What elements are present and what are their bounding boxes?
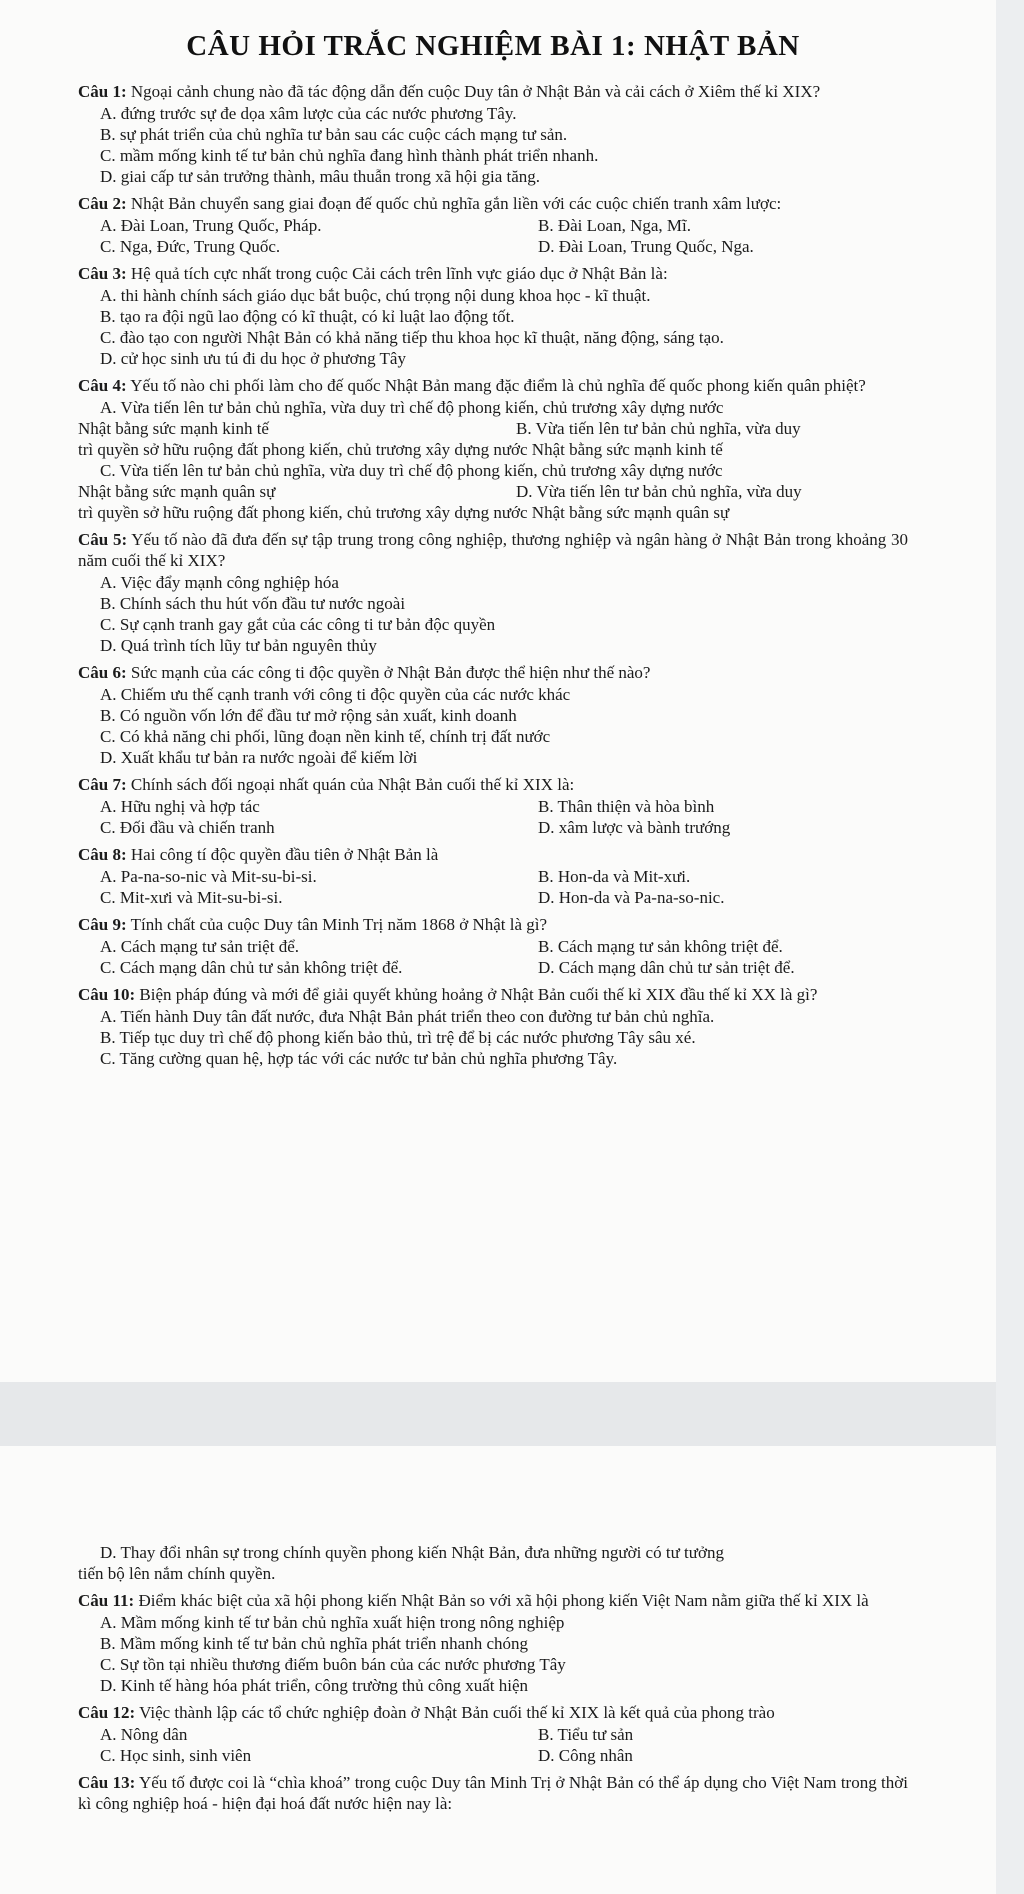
question-text: Sức mạnh của các công ti độc quyền ở Nhật Bản được thể hiện như thế nào? bbox=[130, 663, 651, 682]
question-5 bbox=[78, 529, 908, 656]
option-d: D. Vừa tiến lên tư bản chủ nghĩa, vừa duy bbox=[516, 482, 802, 501]
option-d-continuation: tiến bộ lên nắm chính quyền. bbox=[78, 1564, 276, 1583]
question-11 bbox=[78, 1590, 908, 1696]
option-b: B. Đài Loan, Nga, Mĩ. bbox=[538, 216, 691, 235]
option-c: C. Cách mạng dân chủ tư sản không triệt để. bbox=[100, 958, 403, 977]
page-title: CÂU HỎI TRẮC NGHIỆM BÀI 1: NHẬT BẢN bbox=[186, 30, 800, 62]
option-b: B. Thân thiện và hòa bình bbox=[538, 797, 715, 816]
question-number: Câu 8: bbox=[78, 845, 127, 864]
question-7 bbox=[78, 774, 908, 838]
option-d: D. giai cấp tư sản trưởng thành, mâu thuẫn trong xã hội gia tăng. bbox=[100, 167, 541, 186]
option-a: A. Pa-na-so-nic và Mit-su-bi-si. bbox=[100, 867, 317, 886]
option-a: A. Vừa tiến lên tư bản chủ nghĩa, vừa duy trì chế độ phong kiến, chủ trương xây dựng nước bbox=[100, 398, 724, 417]
option-d: D. Quá trình tích lũy tư bản nguyên thủy bbox=[100, 636, 377, 655]
option-b: B. Cách mạng tư sản không triệt để. bbox=[538, 937, 783, 956]
question-text: Tính chất của cuộc Duy tân Minh Trị năm 1868 ở Nhật là gì? bbox=[130, 915, 548, 934]
question-8 bbox=[78, 844, 908, 908]
question-text: Yếu tố được coi là “chìa khoá” trong cuộc Duy tân Minh Trị ở Nhật Bản có thể áp dụng cho Việt Nam trong thời kì công nghiệp hoá - hiện đại hoá đất nước hiện nay là: bbox=[78, 1773, 908, 1813]
option-c: C. Tăng cường quan hệ, hợp tác với các nước tư bản chủ nghĩa phương Tây. bbox=[100, 1049, 618, 1068]
question-text: Việc thành lập các tổ chức nghiệp đoàn ở Nhật Bản cuối thế kỉ XIX là kết quả của phong trào bbox=[139, 1703, 775, 1722]
option-c: C. Sự cạnh tranh gay gắt của các công ti tư bản độc quyền bbox=[100, 615, 496, 634]
question-number: Câu 13: bbox=[78, 1773, 136, 1792]
question-12 bbox=[78, 1702, 908, 1766]
option-b: B. Có nguồn vốn lớn để đầu tư mở rộng sản xuất, kinh doanh bbox=[100, 706, 517, 725]
question-number: Câu 1: bbox=[78, 82, 127, 101]
question-text: Nhật Bản chuyển sang giai đoạn đế quốc chủ nghĩa gắn liền với các cuộc chiến tranh xâm lược: bbox=[130, 194, 782, 213]
question-text: Ngoại cảnh chung nào đã tác động dẫn đến cuộc Duy tân ở Nhật Bản và cải cách ở Xiêm thế kỉ XIX? bbox=[130, 82, 821, 101]
option-c: C. Mit-xưi và Mit-su-bi-si. bbox=[100, 888, 283, 907]
option-a: A. Hữu nghị và hợp tác bbox=[100, 797, 260, 816]
question-number: Câu 6: bbox=[78, 663, 127, 682]
question-1 bbox=[78, 81, 908, 187]
question-text: Hai công tí độc quyền đầu tiên ở Nhật Bản là bbox=[130, 845, 439, 864]
option-a: A. Chiếm ưu thế cạnh tranh với công ti độc quyền của các nước khác bbox=[100, 685, 571, 704]
option-c: C. Sự tồn tại nhiều thương điếm buôn bán của các nước phương Tây bbox=[100, 1655, 566, 1674]
document-page-2 bbox=[0, 1446, 996, 1894]
question-4 bbox=[78, 375, 908, 523]
option-d-continuation: trì quyền sở hữu ruộng đất phong kiến, chủ trương xây dựng nước Nhật bằng sức mạnh quân sự bbox=[78, 503, 730, 522]
option-b: B. sự phát triển của chủ nghĩa tư bản sau các cuộc cách mạng tư sản. bbox=[100, 125, 568, 144]
question-number: Câu 12: bbox=[78, 1703, 136, 1722]
question-number: Câu 2: bbox=[78, 194, 127, 213]
option-d: D. Thay đổi nhân sự trong chính quyền phong kiến Nhật Bản, đưa những người có tư tưởng bbox=[100, 1543, 724, 1562]
option-d: D. Xuất khẩu tư bản ra nước ngoài để kiếm lời bbox=[100, 748, 418, 767]
question-text: Chính sách đối ngoại nhất quán của Nhật Bản cuối thế kỉ XIX là: bbox=[130, 775, 575, 794]
option-c: C. Vừa tiến lên tư bản chủ nghĩa, vừa duy trì chế độ phong kiến, chủ trương xây dựng nước bbox=[100, 461, 723, 480]
question-number: Câu 11: bbox=[78, 1591, 135, 1610]
option-b-continuation: trì quyền sở hữu ruộng đất phong kiến, chủ trương xây dựng nước Nhật bằng sức mạnh kinh tế bbox=[78, 440, 723, 459]
question-number: Câu 3: bbox=[78, 264, 127, 283]
question-text: Yếu tố nào đã đưa đến sự tập trung trong công nghiệp, thương nghiệp và ngân hàng ở Nhật Bản trong khoảng 30 năm cuối thế kỉ XIX? bbox=[78, 530, 908, 570]
option-d: D. Hon-da và Pa-na-so-nic. bbox=[538, 888, 725, 907]
question-text: Điểm khác biệt của xã hội phong kiến Nhật Bản so với xã hội phong kiến Việt Nam nằm giữa thế kỉ XIX là bbox=[138, 1591, 869, 1610]
option-d: D. Cách mạng dân chủ tư sản triệt để. bbox=[538, 958, 795, 977]
viewer-scroll-gutter bbox=[996, 0, 1024, 1894]
option-d: D. Đài Loan, Trung Quốc, Nga. bbox=[538, 237, 754, 256]
option-c: C. Học sinh, sinh viên bbox=[100, 1746, 252, 1765]
question-text: Yếu tố nào chi phối làm cho đế quốc Nhật Bản mang đặc điểm là chủ nghĩa đế quốc phong kiến quân phiệt? bbox=[130, 376, 866, 395]
question-10 bbox=[78, 984, 908, 1069]
option-d: D. cử học sinh ưu tú đi du học ở phương Tây bbox=[100, 349, 406, 368]
question-2 bbox=[78, 193, 908, 257]
option-b: B. Tiếp tục duy trì chế độ phong kiến bảo thủ, trì trệ để bị các nước phương Tây sâu xé. bbox=[100, 1028, 696, 1047]
option-c: C. Có khả năng chi phối, lũng đoạn nền kinh tế, chính trị đất nước bbox=[100, 727, 551, 746]
option-b: B. tạo ra đội ngũ lao động có kĩ thuật, có kỉ luật lao động tốt. bbox=[100, 307, 515, 326]
option-a: A. Đài Loan, Trung Quốc, Pháp. bbox=[100, 216, 322, 235]
option-b: B. Mầm mống kinh tế tư bản chủ nghĩa phát triển nhanh chóng bbox=[100, 1634, 528, 1653]
question-3 bbox=[78, 263, 908, 369]
option-c: C. Đối đầu và chiến tranh bbox=[100, 818, 275, 837]
question-number: Câu 9: bbox=[78, 915, 127, 934]
option-c: C. Nga, Đức, Trung Quốc. bbox=[100, 237, 281, 256]
option-b: B. Chính sách thu hút vốn đầu tư nước ngoài bbox=[100, 594, 406, 613]
question-9 bbox=[78, 914, 908, 978]
option-c: C. mầm mống kinh tế tư bản chủ nghĩa đang hình thành phát triển nhanh. bbox=[100, 146, 599, 165]
option-a: A. Tiến hành Duy tân đất nước, đưa Nhật Bản phát triển theo con đường tư bản chủ nghĩa. bbox=[100, 1007, 715, 1026]
option-d: D. Công nhân bbox=[538, 1746, 633, 1765]
option-b: B. Hon-da và Mit-xưi. bbox=[538, 867, 691, 886]
option-b: B. Vừa tiến lên tư bản chủ nghĩa, vừa duy bbox=[516, 419, 801, 438]
option-d: D. Kinh tế hàng hóa phát triển, công trường thủ công xuất hiện bbox=[100, 1676, 528, 1695]
option-a: A. Việc đẩy mạnh công nghiệp hóa bbox=[100, 573, 339, 592]
question-number: Câu 10: bbox=[78, 985, 136, 1004]
option-c-continuation: Nhật bằng sức mạnh quân sự bbox=[78, 482, 276, 501]
question-text: Hệ quả tích cực nhất trong cuộc Cải cách trên lĩnh vực giáo dục ở Nhật Bản là: bbox=[130, 264, 668, 283]
question-number: Câu 4: bbox=[78, 376, 127, 395]
option-a: A. Cách mạng tư sản triệt để. bbox=[100, 937, 299, 956]
option-c: C. đào tạo con người Nhật Bản có khả năng tiếp thu khoa học kĩ thuật, năng động, sáng tạo. bbox=[100, 328, 724, 347]
question-6 bbox=[78, 662, 908, 768]
question-10-continued bbox=[78, 1542, 908, 1584]
option-a: A. Nông dân bbox=[100, 1725, 188, 1744]
option-a: A. đứng trước sự đe dọa xâm lược của các nước phương Tây. bbox=[100, 104, 517, 123]
question-text: Biện pháp đúng và mới để giải quyết khủng hoảng ở Nhật Bản cuối thế kỉ XIX đầu thế kỉ XX là gì? bbox=[139, 985, 818, 1004]
option-a-continuation: Nhật bằng sức mạnh kinh tế bbox=[78, 419, 269, 438]
question-13 bbox=[78, 1772, 908, 1814]
option-d: D. xâm lược và bành trướng bbox=[538, 818, 731, 837]
option-a: A. thi hành chính sách giáo dục bắt buộc, chú trọng nội dung khoa học - kĩ thuật. bbox=[100, 286, 651, 305]
option-b: B. Tiểu tư sản bbox=[538, 1725, 634, 1744]
option-a: A. Mầm mống kinh tế tư bản chủ nghĩa xuất hiện trong nông nghiệp bbox=[100, 1613, 565, 1632]
question-number: Câu 5: bbox=[78, 530, 128, 549]
question-number: Câu 7: bbox=[78, 775, 127, 794]
